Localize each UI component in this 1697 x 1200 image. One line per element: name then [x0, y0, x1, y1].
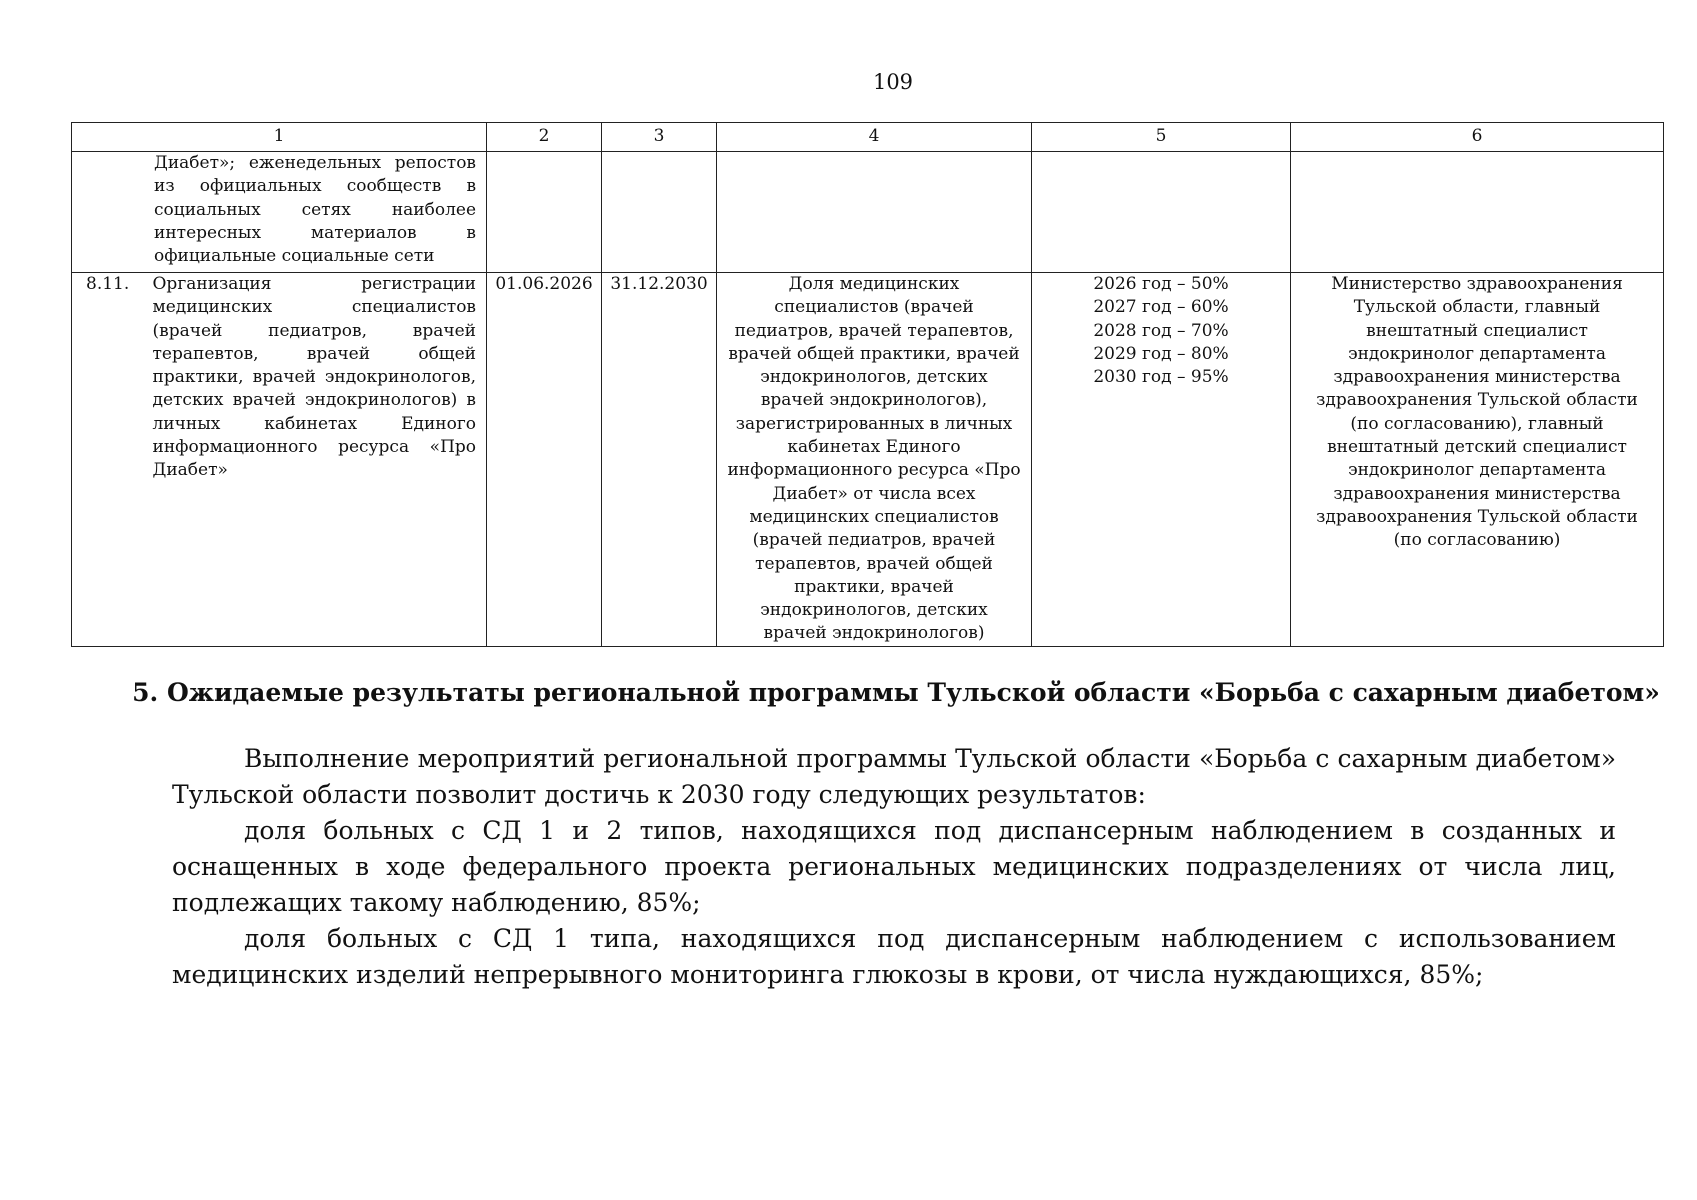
row-number: 8.11.: [72, 273, 143, 647]
cell-continuation-wrap: [72, 152, 487, 273]
measure-title: Организация регистрации медицинских специалистов (врачей педиатров, врачей терапевтов, врачей общей практики, врачей эндокринологов, детских врачей эндокринологов) в личных кабинетах Единого информационного ресурса «Про Диабет»: [143, 273, 487, 647]
empty-cell: [487, 152, 602, 273]
continuation-text: Диабет»; еженедельных репостов из официальных сообществ в социальных сетях наиболее интересных материалов в официальные социальные сети: [154, 153, 477, 267]
target-values: 2026 год – 50% 2027 год – 60% 2028 год – 70% 2029 год – 80% 2030 год – 95%: [1032, 273, 1291, 647]
header-col-5: 5: [1032, 123, 1291, 152]
section-title: 5. Ожидаемые результаты региональной программы Тульской области «Борьба с сахарным диабетом»: [132, 678, 1660, 707]
header-col-6: 6: [1291, 123, 1664, 152]
header-col-4: 4: [717, 123, 1032, 152]
header-col-3: 3: [602, 123, 717, 152]
table-row: [72, 273, 1664, 647]
indicator-text: Доля медицинских специалистов (врачей педиатров, врачей терапевтов, врачей общей практики, врачей эндокринологов, детских врачей эндокринологов), зарегистрированных в личных кабинетах Единого информационного ресурса «Про Диабет» от числа всех медицинских специалистов (врачей педиатров, врачей терапевтов, врачей общей практики, врачей эндокринологов, детских врачей эндокринологов): [717, 273, 1032, 647]
measures-table: [71, 122, 1664, 647]
empty-cell: [717, 152, 1032, 273]
start-date: 01.06.2026: [487, 273, 602, 647]
empty-cell: [1291, 152, 1664, 273]
responsible-text: Министерство здравоохранения Тульской области, главный внештатный специалист эндокринолог департамента здравоохранения министерства здравоохранения Тульской области (по согласованию), главный внештатный детский специалист эндокринолог департамента здравоохранения министерства здравоохранения Тульской области (по согласованию): [1291, 273, 1664, 647]
page-number: 109: [872, 70, 914, 94]
paragraph-result-2: доля больных с СД 1 типа, находящихся под диспансерным наблюдением с использованием медицинских изделий непрерывного мониторинга глюкозы в крови, от числа нуждающихся, 85%;: [172, 924, 1616, 989]
paragraph-result-1: доля больных с СД 1 и 2 типов, находящихся под диспансерным наблюдением в созданных и оснащенных в ходе федерального проекта региональных медицинских подразделениях от числа лиц, подлежащих такому наблюдению, 85%;: [172, 816, 1616, 917]
header-col-1: 1: [72, 123, 487, 152]
empty-cell: [602, 152, 717, 273]
paragraph-intro: Выполнение мероприятий региональной программы Тульской области «Борьба с сахарным диабетом» Тульской области позволит достичь к 2030 году следующих результатов:: [172, 744, 1616, 809]
end-date: 31.12.2030: [602, 273, 717, 647]
header-col-2: 2: [487, 123, 602, 152]
empty-cell: [1032, 152, 1291, 273]
table-row: [72, 152, 1664, 273]
header-row: [72, 123, 1664, 152]
section-body: [172, 741, 1616, 993]
